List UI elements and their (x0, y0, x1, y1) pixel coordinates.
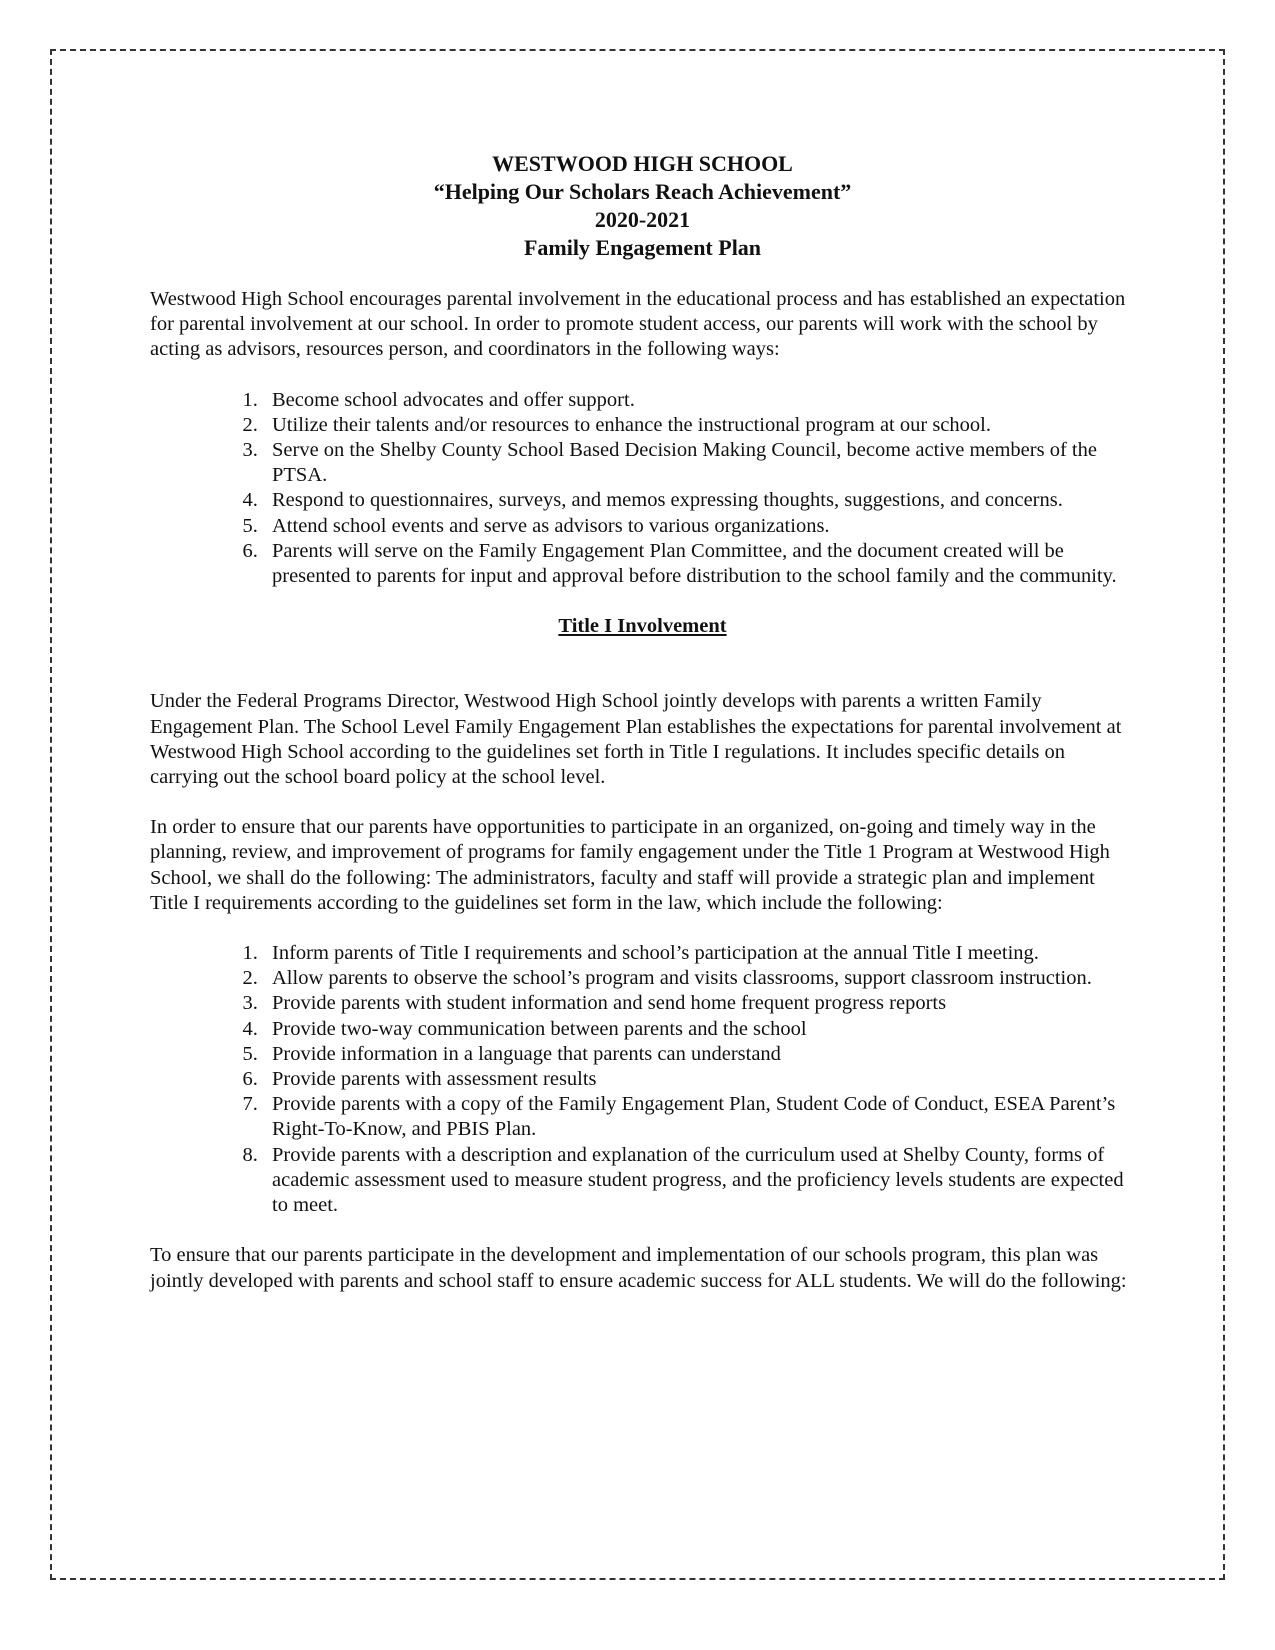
document-page (150, 150, 1135, 1294)
school-name: WESTWOOD HIGH SCHOOL (492, 151, 793, 176)
list-item: 6. Parents will serve on the Family Engagement Plan Committee, and the document created will be presented to parents for input and approval before distribution to the school family and the community. (263, 539, 1135, 589)
title-one-paragraph: Under the Federal Programs Director, Westwood High School jointly develops with parents a written Family Engagement Plan. The School Level Family Engagement Plan establishes the expectations for parental involvement at Westwood High School according to the guidelines set forth in Title I regulations. It includes specific details on carrying out the school board policy at the school level. (150, 690, 1122, 789)
list-item: 2. Utilize their talents and/or resources to enhance the instructional program at our school. (263, 413, 1135, 438)
school-motto: “Helping Our Scholars Reach Achievement” (433, 179, 852, 204)
plan-title: Family Engagement Plan (523, 235, 762, 260)
closing-paragraph: To ensure that our parents participate in the development and implementation of our schools program, this plan was jointly developed with parents and school staff to ensure academic success for ALL students. We will do the following: (150, 1244, 1127, 1292)
list-item: 1. Inform parents of Title I requirements and school’s participation at the annual Title I meeting. (263, 941, 1135, 966)
list-item: 5. Attend school events and serve as advisors to various organizations. (263, 514, 1135, 539)
section-title: Title I Involvement (558, 615, 727, 638)
requirements-list (150, 941, 1135, 1218)
list-item: 2. Allow parents to observe the school’s program and visits classrooms, support classroom instruction. (263, 966, 1135, 991)
intro-paragraph: Westwood High School encourages parental involvement in the educational process and has established an expectation for parental involvement at our school. In order to promote student access, our parents will work with the school by acting as advisors, resources person, and coordinators in the following ways: (150, 288, 1126, 361)
list-item: 5. Provide information in a language that parents can understand (263, 1042, 1135, 1067)
list-item: 7. Provide parents with a copy of the Family Engagement Plan, Student Code of Conduct, ESEA Parent’s Right-To-Know, and PBIS Plan. (263, 1092, 1135, 1142)
document-header (150, 150, 1135, 262)
list-item: 4. Respond to questionnaires, surveys, and memos expressing thoughts, suggestions, and concerns. (263, 488, 1135, 513)
list-item: 1. Become school advocates and offer support. (263, 388, 1135, 413)
list-item: 3. Provide parents with student information and send home frequent progress reports (263, 991, 1135, 1016)
school-year: 2020-2021 (594, 207, 691, 232)
list-item: 8. Provide parents with a description and explanation of the curriculum used at Shelby County, forms of academic assessment used to measure student progress, and the proficiency levels students are expected to meet. (263, 1143, 1135, 1219)
opportunities-paragraph: In order to ensure that our parents have opportunities to participate in an organized, on-going and timely way in the planning, review, and improvement of programs for family engagement under the Title 1 Program at Westwood High School, we shall do the following: The administrators, faculty and staff will provide a strategic plan and implement Title I requirements according to the guidelines set form in the law, which include the following: (150, 816, 1110, 914)
involvement-list (150, 388, 1135, 590)
list-item: 6. Provide parents with assessment results (263, 1067, 1135, 1092)
list-item: 3. Serve on the Shelby County School Based Decision Making Council, become active members of the PTSA. (263, 438, 1135, 488)
list-item: 4. Provide two-way communication between parents and the school (263, 1017, 1135, 1042)
